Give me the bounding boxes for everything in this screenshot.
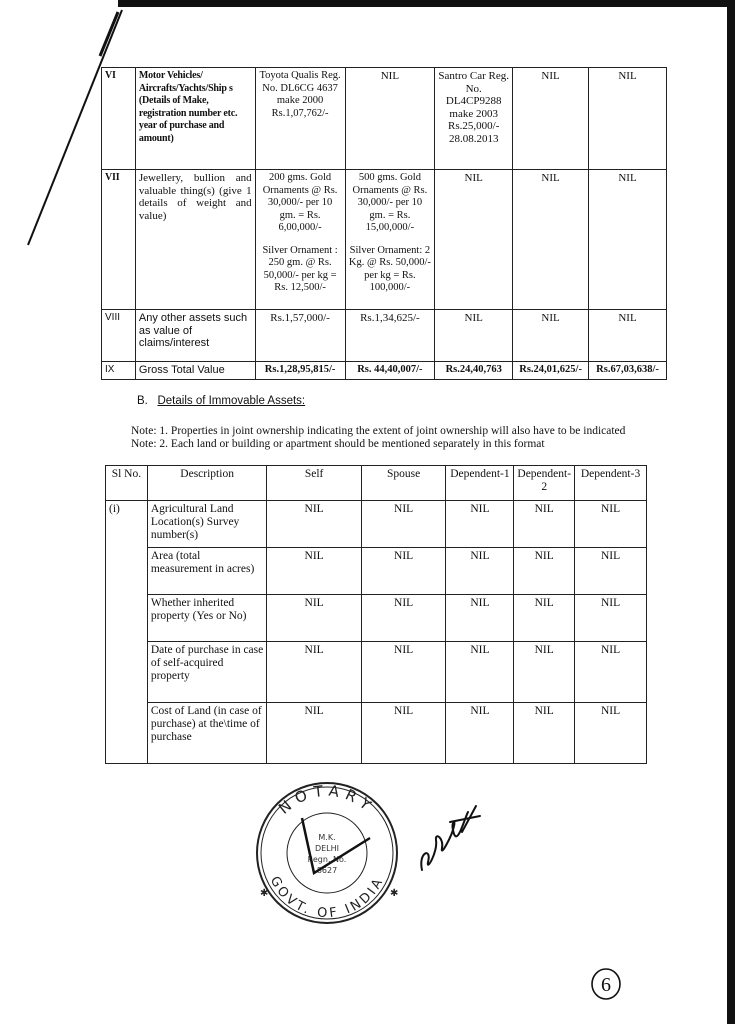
table-row bbox=[102, 362, 667, 380]
svg-text:M.K.: M.K. bbox=[318, 833, 336, 842]
section-b-prefix: B. bbox=[137, 395, 148, 407]
row-description: Jewellery, bullion and valuable thing(s) (give 1 details of weight and value) bbox=[135, 170, 255, 310]
dependent-2-value: NIL bbox=[513, 170, 589, 310]
dependent-2-value: NIL bbox=[514, 642, 575, 703]
spouse-value: NIL bbox=[361, 548, 446, 595]
row-number: VII bbox=[102, 170, 136, 310]
dependent-2-value: NIL bbox=[514, 703, 575, 764]
self-silver-value: Silver Ornament : 250 gm. @ Rs. 50,000/- per kg = Rs. 12,500/- bbox=[262, 244, 338, 293]
handwritten-signature bbox=[410, 792, 490, 882]
self-value: NIL bbox=[267, 703, 361, 764]
table-header-row bbox=[106, 466, 647, 501]
spouse-value: Rs.1,34,625/- bbox=[345, 310, 435, 362]
table-row bbox=[102, 170, 667, 310]
header-self: Self bbox=[267, 466, 361, 501]
table-row bbox=[106, 595, 647, 642]
row-number: VIII bbox=[102, 310, 136, 362]
row-description: Date of purchase in case of self-acquired property bbox=[147, 642, 267, 703]
table-row bbox=[106, 501, 647, 548]
dependent-3-value: NIL bbox=[575, 642, 647, 703]
dependent-3-value: NIL bbox=[589, 68, 667, 170]
dependent-2-value: NIL bbox=[514, 501, 575, 548]
immovable-assets-table bbox=[105, 465, 647, 764]
spouse-value: NIL bbox=[361, 642, 446, 703]
svg-text:8627: 8627 bbox=[316, 866, 338, 875]
row-description: Gross Total Value bbox=[135, 362, 255, 380]
self-value: NIL bbox=[267, 642, 361, 703]
group-sl-no: (i) bbox=[106, 501, 148, 764]
header-dependent-3: Dependent-3 bbox=[575, 466, 647, 501]
self-value: NIL bbox=[267, 501, 361, 548]
dependent-3-value: NIL bbox=[575, 548, 647, 595]
dependent-1-value: NIL bbox=[446, 703, 514, 764]
dependent-2-value: NIL bbox=[514, 548, 575, 595]
self-total: Rs.1,28,95,815/- bbox=[255, 362, 345, 380]
section-b-title: Details of Immovable Assets: bbox=[157, 395, 306, 407]
spouse-total: Rs. 44,40,007/- bbox=[345, 362, 435, 380]
header-dependent-2: Dependent-2 bbox=[514, 466, 575, 501]
dependent-2-total: Rs.24,01,625/- bbox=[513, 362, 589, 380]
svg-text:✱: ✱ bbox=[390, 888, 399, 899]
dependent-1-value: NIL bbox=[435, 310, 513, 362]
table-row bbox=[102, 310, 667, 362]
note-1: Note: 1. Properties in joint ownership indicating the extent of joint ownership will also have to be indicated bbox=[131, 425, 626, 437]
table-row bbox=[106, 642, 647, 703]
row-description: Cost of Land (in case of purchase) at the\time of purchase bbox=[147, 703, 267, 764]
header-description: Description bbox=[147, 466, 267, 501]
dependent-3-value: NIL bbox=[589, 170, 667, 310]
spouse-silver-value: Silver Ornament: 2 Kg. @ Rs. 50,000/- per kg = Rs. 100,000/- bbox=[348, 244, 431, 293]
table-row bbox=[106, 703, 647, 764]
dependent-3-total: Rs.67,03,638/- bbox=[589, 362, 667, 380]
dependent-1-value: Santro Car Reg. No. DL4CP9288 make 2003 Rs.25,000/- 28.08.2013 bbox=[435, 68, 513, 170]
spouse-gold-value: 500 gms. Gold Ornaments @ Rs. 30,000/- per 10 gm. = Rs. 15,00,000/- bbox=[352, 172, 428, 233]
row-description: Area (total measurement in acres) bbox=[147, 548, 267, 595]
svg-text:NOTARY: NOTARY bbox=[275, 781, 380, 818]
dependent-3-value: NIL bbox=[575, 703, 647, 764]
spouse-value: NIL bbox=[361, 595, 446, 642]
movable-assets-table bbox=[101, 67, 667, 380]
spouse-value: NIL bbox=[345, 68, 435, 170]
section-b-heading bbox=[137, 395, 305, 407]
self-value: Rs.1,57,000/- bbox=[255, 310, 345, 362]
dependent-3-value: NIL bbox=[575, 501, 647, 548]
self-value: NIL bbox=[267, 595, 361, 642]
row-number: IX bbox=[102, 362, 136, 380]
dependent-1-value: NIL bbox=[446, 595, 514, 642]
page-number: 6 bbox=[601, 974, 611, 996]
row-number: VI bbox=[102, 68, 136, 170]
dependent-1-value: NIL bbox=[435, 170, 513, 310]
spouse-value: NIL bbox=[361, 501, 446, 548]
header-sl-no: Sl No. bbox=[106, 466, 148, 501]
page-number-circle bbox=[588, 966, 624, 1002]
row-description: Whether inherited property (Yes or No) bbox=[147, 595, 267, 642]
dependent-2-value: NIL bbox=[513, 68, 589, 170]
svg-text:GOVT. OF INDIA: GOVT. OF INDIA bbox=[266, 874, 388, 922]
dependent-3-value: NIL bbox=[589, 310, 667, 362]
notary-stamp bbox=[252, 778, 402, 928]
spouse-value: NIL bbox=[361, 703, 446, 764]
row-description: Motor Vehicles/ Aircrafts/Yachts/Ship s (Details of Make, registration number etc. year of purchase and amount) bbox=[135, 68, 255, 170]
svg-text:DELHI: DELHI bbox=[314, 844, 340, 853]
dependent-2-value: NIL bbox=[514, 595, 575, 642]
scan-right-border bbox=[727, 0, 735, 1024]
table-row bbox=[106, 548, 647, 595]
svg-text:✱: ✱ bbox=[260, 888, 269, 899]
header-spouse: Spouse bbox=[361, 466, 446, 501]
dependent-3-value: NIL bbox=[575, 595, 647, 642]
scan-top-border bbox=[118, 0, 727, 7]
dependent-1-value: NIL bbox=[446, 642, 514, 703]
self-gold-value: 200 gms. Gold Ornaments @ Rs. 30,000/- per 10 gm. = Rs. 6,00,000/- bbox=[262, 172, 338, 233]
dependent-2-value: NIL bbox=[513, 310, 589, 362]
dependent-1-total: Rs.24,40,763 bbox=[435, 362, 513, 380]
note-2: Note: 2. Each land or building or apartment should be mentioned separately in this format bbox=[131, 438, 545, 450]
dependent-1-value: NIL bbox=[446, 501, 514, 548]
table-row bbox=[102, 68, 667, 170]
row-description: Any other assets such as value of claims/interest bbox=[135, 310, 255, 362]
self-value: Toyota Qualis Reg. No. DL6CG 4637 make 2000 Rs.1,07,762/- bbox=[255, 68, 345, 170]
dependent-1-value: NIL bbox=[446, 548, 514, 595]
self-value: NIL bbox=[267, 548, 361, 595]
row-description: Agricultural Land Location(s) Survey number(s) bbox=[147, 501, 267, 548]
header-dependent-1: Dependent-1 bbox=[446, 466, 514, 501]
svg-text:Regn. No.: Regn. No. bbox=[307, 855, 347, 864]
